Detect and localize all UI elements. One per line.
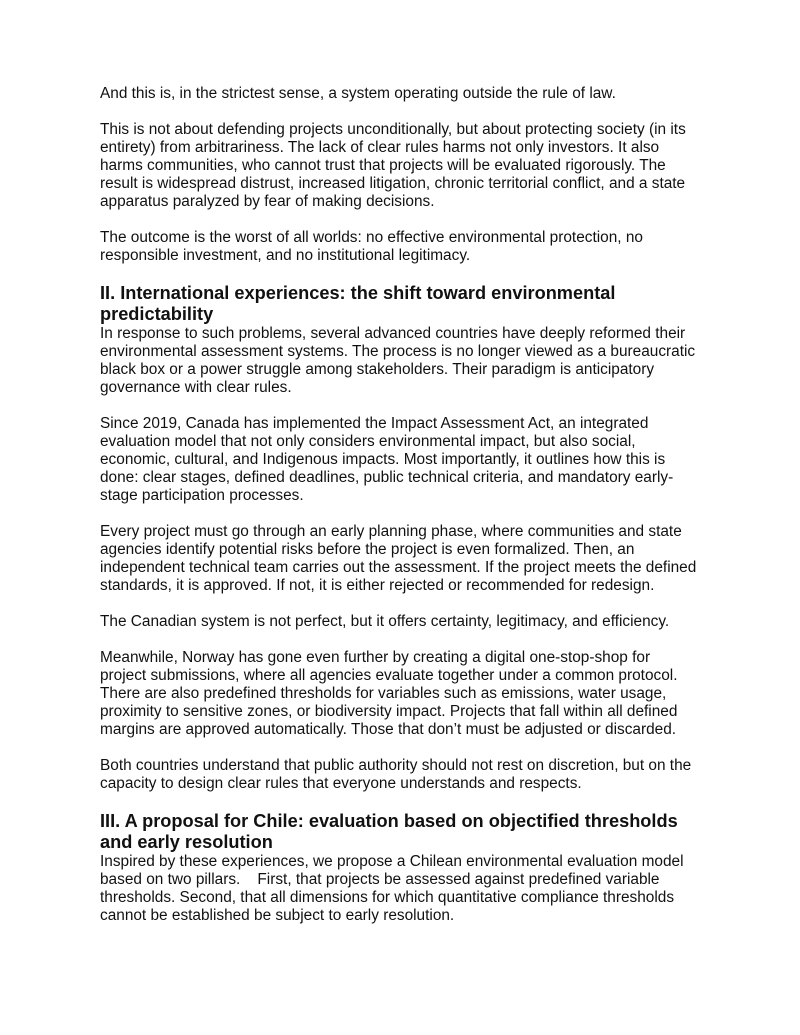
text-line: And this is, in the strictest sense, a system operating outside the rule of law. xyxy=(100,85,616,102)
paragraph xyxy=(100,853,720,925)
text-line: Both countries understand that public authority should not rest on discretion, but on the xyxy=(100,757,692,774)
text-line: and early resolution xyxy=(100,832,273,852)
text-line: predictability xyxy=(100,304,214,324)
text-line: There are also predefined thresholds for variables such as emissions, water usage, xyxy=(100,685,667,702)
text-line: responsible investment, and no institutional legitimacy. xyxy=(100,247,471,264)
paragraph xyxy=(100,229,720,265)
paragraph xyxy=(100,121,720,211)
text-line: environmental assessment systems. The process is no longer viewed as a bureaucratic xyxy=(100,343,696,360)
text-line: done: clear stages, defined deadlines, public technical criteria, and mandatory early- xyxy=(100,469,674,486)
text-line: In response to such problems, several advanced countries have deeply reformed their xyxy=(100,325,686,342)
text-line: harms communities, who cannot trust that projects will be evaluated rigorously. The xyxy=(100,157,666,174)
text-line: cannot be established be subject to early resolution. xyxy=(100,907,455,924)
paragraph xyxy=(100,613,720,631)
text-line: III. A proposal for Chile: evaluation based on objectified thresholds xyxy=(100,811,678,831)
paragraph xyxy=(100,325,720,397)
paragraph xyxy=(100,415,720,505)
text-line: Since 2019, Canada has implemented the Impact Assessment Act, an integrated xyxy=(100,415,649,432)
text-line: This is not about defending projects unconditionally, but about protecting society (in its xyxy=(100,121,686,138)
text-line: result is widespread distrust, increased litigation, chronic territorial conflict, and a state xyxy=(100,175,686,192)
text-line: Inspired by these experiences, we propose a Chilean environmental evaluation model xyxy=(100,853,684,870)
text-line: The outcome is the worst of all worlds: no effective environmental protection, no xyxy=(100,229,643,246)
paragraph xyxy=(100,85,720,103)
paragraph xyxy=(100,649,720,739)
text-line: standards, it is approved. If not, it is either rejected or recommended for redesign. xyxy=(100,577,655,594)
text-line: economic, cultural, and Indigenous impacts. Most importantly, it outlines how this is xyxy=(100,451,666,468)
text-line: The Canadian system is not perfect, but it offers certainty, legitimacy, and efficiency. xyxy=(100,613,670,630)
text-line: II. International experiences: the shift toward environmental xyxy=(100,283,616,303)
text-line: governance with clear rules. xyxy=(100,379,292,396)
text-line: margins are approved automatically. Those that don’t must be adjusted or discarded. xyxy=(100,721,677,738)
text-line: black box or a power struggle among stakeholders. Their paradigm is anticipatory xyxy=(100,361,655,378)
text-line: proximity to sensitive zones, or biodiversity impact. Projects that fall within all defined xyxy=(100,703,678,720)
text-line: independent technical team carries out the assessment. If the project meets the defined xyxy=(100,559,697,576)
document-body xyxy=(100,85,720,943)
paragraph xyxy=(100,757,720,793)
text-line: based on two pillars. First, that projects be assessed against predefined variable xyxy=(100,871,660,888)
text-line: stage participation processes. xyxy=(100,487,304,504)
text-line: capacity to design clear rules that everyone understands and respects. xyxy=(100,775,582,792)
section-heading xyxy=(100,811,720,853)
text-line: Meanwhile, Norway has gone even further by creating a digital one-stop-shop for xyxy=(100,649,651,666)
text-line: entirety) from arbitrariness. The lack of clear rules harms not only investors. It also xyxy=(100,139,660,156)
text-line: apparatus paralyzed by fear of making decisions. xyxy=(100,193,435,210)
paragraph xyxy=(100,523,720,595)
section-heading xyxy=(100,283,720,325)
text-line: agencies identify potential risks before the project is even formalized. Then, an xyxy=(100,541,635,558)
text-line: evaluation model that not only considers environmental impact, but also social, xyxy=(100,433,636,450)
text-line: project submissions, where all agencies evaluate together under a common protocol. xyxy=(100,667,678,684)
text-line: Every project must go through an early planning phase, where communities and state xyxy=(100,523,682,540)
text-line: thresholds. Second, that all dimensions for which quantitative compliance thresholds xyxy=(100,889,675,906)
